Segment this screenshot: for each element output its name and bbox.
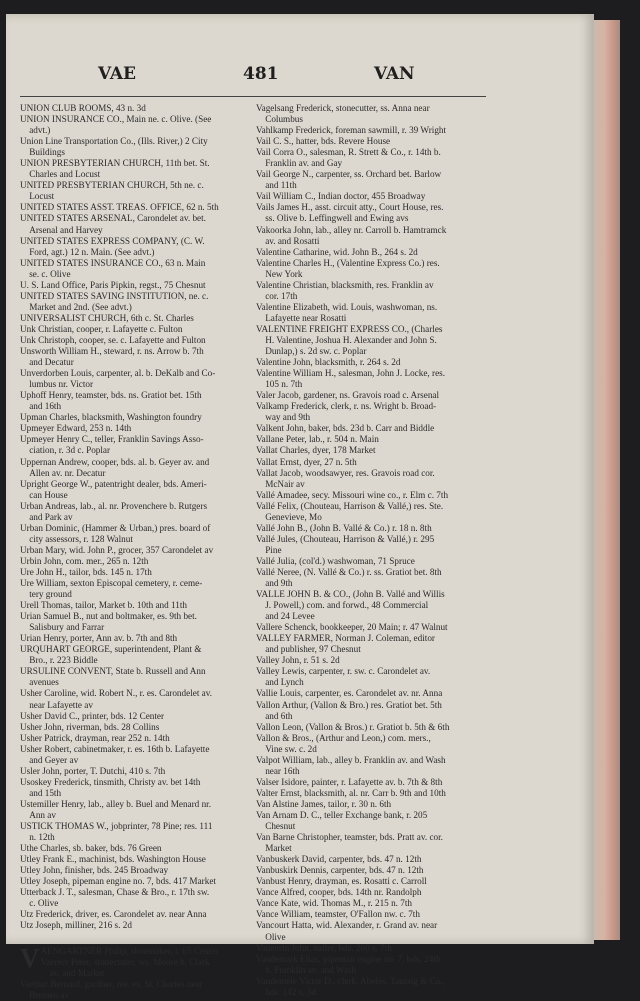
directory-entry-line: Upman Charles, blacksmith, Washington foundry [20, 412, 202, 423]
directory-entry-line: Vallat Charles, dyer, 178 Market [256, 445, 376, 456]
directory-entry-line: Vaneurin John, nailer, bds. 260 s. 7th [256, 942, 392, 953]
directory-entry-line: AENGARTNER Philip, shoemaker, r. 65 Center [40, 945, 219, 956]
page-header [6, 64, 594, 90]
directory-entry-line: Valentine William H., salesman, John J. Locke, res. [256, 368, 446, 379]
directory-entry-line: Usher Patrick, drayman, rear 252 n. 14th [20, 732, 170, 743]
directory-entry-line: Utley John, finisher, bds. 245 Broadway [20, 865, 169, 876]
directory-entry-line: Ure John H., tailor, bds. 145 n. 17th [20, 566, 152, 577]
directory-entry-line: Valentine Catharine, wid. John B., 264 s. 2d [256, 246, 418, 257]
directory-entry-line: URQUHART GEORGE, superintendent, Plant & [20, 644, 202, 655]
directory-entry-line: Locust [20, 191, 55, 202]
directory-entry-line: Vance Kate, wid. Thomas M., r. 215 n. 7th [256, 898, 412, 909]
directory-entry-line: Vallane Peter, lab., r. 504 n. Main [256, 434, 379, 445]
directory-entry-line: ss. Olive b. Leffingwell and Ewing avs [256, 213, 409, 224]
directory-entry-line: 105 n. 7th [256, 379, 303, 390]
directory-entry-line: Vallat Ernst, dyer, 27 n. 5th [256, 456, 357, 467]
directory-entry-line: b. Franklin av. and Wash [256, 964, 357, 975]
directory-entry-line: Salisbury and Farrar [20, 622, 105, 633]
directory-entry-line: and publisher, 97 Chesnut [256, 644, 361, 655]
directory-entry-line: Van Arnam D. C., teller Exchange bank, r. 205 [256, 810, 428, 820]
directory-entry-line: UNITED STATES ASST. TREAS. OFFICE, 62 n. 5th [20, 202, 219, 213]
directory-entry-line: Utz Frederick, driver, es. Carondelet av. near Anna [20, 909, 207, 920]
directory-entry-line: Vallon & Bros., (Arthur and Leon,) com. mers., [256, 732, 431, 743]
directory-entry-line: Vallat Jacob, woodsawyer, res. Gravois road cor. [256, 467, 435, 478]
directory-entry-line: Upmeyer Henry C., teller, Franklin Savings Asso- [20, 434, 204, 445]
directory-entry-line: Van Alstine James, tailor, r. 30 n. 6th [256, 798, 392, 809]
directory-entry-line: way and 9th [256, 412, 311, 423]
directory-entry-line: av. and Rosatti [256, 235, 320, 246]
directory-entry-line: Urban Andreas, lab., al. nr. Provenchere b. Rutgers [20, 500, 208, 511]
directory-entry-line: Columbus [256, 114, 303, 125]
directory-entry-line: Urian Henry, porter, Ann av. b. 7th and 8th [20, 633, 178, 644]
initial-letter-v: V [20, 945, 40, 973]
directory-entry-line: Vallere Schenck, bookkeeper, 20 Main; r. 47 Walnut [256, 622, 448, 633]
header-left-word: VAE [98, 64, 137, 84]
directory-entry-line: Allen av. nr. Decatur [20, 467, 106, 478]
directory-entry-line: Urell Thomas, tailor, Market b. 10th and 11th [20, 600, 188, 611]
directory-entry-line: near Lafayette av [20, 699, 93, 710]
directory-entry-line: Vallé Neree, (N. Vallé & Co.) r. ss. Gratiot bet. 8th [256, 566, 442, 577]
directory-entry-line: Usher David C., printer, bds. 12 Center [20, 710, 165, 721]
directory-entry-line: av. and Market [40, 967, 105, 978]
directory-entry-line: Lafayette near Rosatti [256, 312, 347, 323]
directory-entry-line: n. 12th [20, 832, 55, 843]
directory-entry-line: near 16th [256, 765, 300, 776]
directory-entry-line: UNITED PRESBYTERIAN CHURCH, 5th ne. c. [20, 180, 204, 191]
directory-entry-line: Upright George W., patentright dealer, bds. Ameri- [20, 478, 207, 489]
directory-entry-line: Ford, agt.) 12 n. Main. (See advt.) [20, 246, 155, 257]
directory-entry-line: Ure William, sexton Episcopal cemetery, r. ceme- [20, 578, 203, 589]
directory-entry-line: Vallé Julia, (col'd.) washwoman, 71 Spruce [256, 555, 415, 566]
directory-entry-line: Van Barne Christopher, teamster, bds. Pratt av. cor. [256, 832, 443, 843]
directory-entry-line: Usher Robert, cabinetmaker, r. es. 16th b. Lafayette [20, 743, 210, 754]
page-edge [594, 20, 620, 940]
directory-entry-line: VALLE JOHN B. & CO., (John B. Vallé and Willis [256, 589, 445, 600]
directory-entry-line: UNION INSURANCE CO., Main ne. c. Olive. (See [20, 114, 212, 125]
directory-entry-line: UNITED STATES EXPRESS COMPANY, (C. W. [20, 235, 205, 246]
directory-entry-line: Ann av [20, 810, 56, 820]
directory-entry-line: and Lynch [256, 677, 304, 688]
directory-entry-line: and Park av [20, 511, 73, 522]
directory-entry-line: Valpot William, lab., alley b. Franklin av. and Wash [256, 754, 446, 765]
directory-entry-line: Vaerecr Peter, stonecutter, ws. Moore b. Clark [40, 956, 210, 967]
directory-entry-line: Unsworth William H., steward, r. ns. Arrow b. 7th [20, 346, 204, 357]
directory-entry-line: UNIVERSALIST CHURCH, 6th c. St. Charles [20, 312, 194, 323]
directory-entry-line: Vanbust Henry, drayman, es. Rosatti c. Carroll [256, 876, 427, 887]
directory-entry-line: Genevieve, Mo [256, 511, 322, 522]
directory-entry-line: and 24 Levee [256, 611, 315, 622]
directory-entry-line: Charles and Locust [20, 169, 101, 180]
directory-entry-line: and 11th [256, 180, 297, 191]
directory-entry-line: Arsenal and Harvey [20, 224, 103, 235]
directory-entry-line: Vanbuskerk David, carpenter, bds. 47 n. 12th [256, 854, 422, 865]
directory-entry-line: UNION PRESBYTERIAN CHURCH, 11th bet. St. [20, 158, 210, 169]
directory-entry-line: Usler John, porter, T. Dutchi, 410 s. 7th [20, 765, 166, 776]
directory-entry-line: Vagelsang Frederick, stonecutter, ss. Anna near [256, 103, 430, 113]
directory-entry-line: Vandemele Victor D., clerk, Abeles, Taussig & Co., [256, 975, 446, 986]
directory-entry-line: USTICK THOMAS W., jobprinter, 78 Pine; res. 111 [20, 821, 213, 832]
directory-entry-line: Vaethar Bernard, gardner, res. es. St. Charles near [20, 978, 203, 989]
directory-entry-line: Uppernan Andrew, cooper, bds. al. b. Geyer av. and [20, 456, 210, 467]
directory-entry-line: tery ground [20, 589, 72, 600]
directory-entry-line: Vine sw. c. 2d [256, 743, 317, 754]
directory-entry-line: Vail George N., carpenter, ss. Orchard bet. Barlow [256, 169, 442, 180]
directory-entry-line: Vail Corra O., salesman, R. Strett & Co., r. 14th b. [256, 147, 441, 158]
directory-entry-line: Vandemark Elias, pipeman engine no. 7, bds. 24th [256, 953, 441, 964]
directory-entry-line: lumbus nr. Victor [20, 379, 94, 390]
directory-entry-line: advt.) [20, 125, 51, 136]
directory-entry-line: Vallon Arthur, (Vallon & Bro.) res. Gratiot bet. 5th [256, 699, 442, 710]
directory-entry-line: Dunlap,) s. 2d sw. c. Poplar [256, 346, 367, 357]
directory-entry-line: se. c. Olive [20, 268, 71, 279]
directory-entry-line: Buildings [20, 147, 65, 158]
directory-entry-line: Vancourt Hatta, wid. Alexander, r. Grand av. near [256, 920, 438, 931]
directory-entry-line: Vance William, teamster, O'Fallon nw. c. 7th [256, 909, 420, 920]
directory-entry-line: Unverdorben Louis, carpenter, al. b. DeKalb and Co- [20, 368, 216, 379]
left-column [20, 103, 253, 1001]
directory-entry-line: Vails James H., asst. circuit atty., Court House, res. [256, 202, 444, 213]
page-number: 481 [243, 64, 279, 84]
directory-entry-line: Urban Dominic, (Hammer & Urban,) pres. board of [20, 522, 211, 533]
directory-entry-line: Upmeyer Edward, 253 n. 14th [20, 423, 132, 434]
directory-entry-line: Usher John, riverman, bds. 28 Collins [20, 721, 160, 732]
directory-entry-line: VALENTINE FREIGHT EXPRESS CO., (Charles [256, 323, 443, 334]
directory-entry-line: and Decatur [20, 357, 74, 368]
directory-entry-line: UNION CLUB ROOMS, 43 n. 3d [20, 103, 146, 113]
directory-entry-line: can House [20, 489, 68, 500]
directory-entry-line: Valser Isidore, painter, r. Lafayette av. b. 7th & 8th [256, 776, 443, 787]
directory-entry-line: Valley John, r. 51 s. 2d [256, 655, 340, 666]
right-column [256, 103, 489, 998]
directory-entry-line: Valkent John, baker, bds. 23d b. Carr and Biddle [256, 423, 435, 434]
directory-entry-line: Vail C. S., hatter, bds. Revere House [256, 136, 391, 147]
directory-entry-line: Vallé Felix, (Chouteau, Harrison & Vallé,) res. Ste. [256, 500, 444, 511]
directory-entry-line: Franklin av. and Gay [256, 158, 343, 169]
directory-entry-line: Urbin John, com. mer., 265 n. 12th [20, 555, 149, 566]
directory-entry-line: Bremen av [20, 989, 70, 1000]
directory-entry-line: Utley Frank E., machinist, bds. Washington House [20, 854, 206, 865]
directory-entry-line: UNITED STATES SAVING INSTITUTION, ne. c. [20, 290, 209, 301]
directory-entry-line: and 6th [256, 710, 293, 721]
directory-entry-line: U. S. Land Office, Paris Pipkin, regst., 75 Chesnut [20, 279, 206, 290]
directory-entry-line: city assessors, r. 128 Walnut [20, 533, 133, 544]
directory-entry-line: Vallie Louis, carpenter, es. Carondelet av. nr. Anna [256, 688, 443, 699]
directory-entry-line: Valentine John, blacksmith, r. 264 s. 2d [256, 357, 401, 368]
directory-entry-line: Vahlkamp Frederick, foreman sawmill, r. 39 Wright [256, 125, 447, 136]
directory-entry-line: Utterback J. T., salesman, Chase & Bro., r. 17th sw. [20, 887, 210, 898]
directory-entry-line: Uphoff Henry, teamster, bds. ns. Gratiot bet. 15th [20, 390, 202, 401]
directory-entry-line: Bro., r. 223 Biddle [20, 655, 98, 666]
directory-entry-line: McNair av [256, 478, 305, 489]
directory-entry-line: Market [256, 843, 292, 854]
directory-entry-line: URSULINE CONVENT, State b. Russell and Ann [20, 666, 206, 677]
directory-entry-line: Utley Joseph, pipeman engine no. 7, bds. 417 Market [20, 876, 216, 887]
directory-entry-line: and 16th [20, 401, 62, 412]
directory-entry-line: Unk Christoph, cooper, se. c. Lafayette and Fulton [20, 334, 206, 345]
directory-entry-line: Market and 2nd. (See advt.) [20, 301, 132, 312]
directory-entry-line: Valley Lewis, carpenter, r. sw. c. Carondelet av. [256, 666, 431, 677]
directory-entry-line: cor. 17th [256, 290, 298, 301]
directory-entry-line: Vallon Leon, (Vallon & Bros.) r. Gratiot b. 5th & 6th [256, 721, 450, 732]
directory-entry-line: Usoskey Frederick, tinsmith, Christy av. bet 14th [20, 776, 201, 787]
directory-entry-line: Valentine Elizabeth, wid. Louis, washwoman, ns. [256, 301, 438, 312]
directory-entry-line: Usher Caroline, wid. Robert N., r. es. Carondelet av. [20, 688, 213, 699]
directory-entry-line: Uthe Charles, sb. baker, bds. 76 Green [20, 843, 162, 854]
directory-entry-line: Valentine Charles H., (Valentine Express Co.) res. [256, 257, 440, 268]
directory-entry-line: Urian Samuel B., nut and boltmaker, es. 9th bet. [20, 611, 197, 622]
directory-entry-line: Vanbuskirk Dennis, carpenter, bds. 47 n. 12th [256, 865, 424, 876]
directory-entry-line: bds. 142 s. 3d [256, 986, 316, 997]
directory-entry-line: Valkamp Frederick, clerk, r. ns. Wright b. Broad- [256, 401, 437, 412]
directory-entry-line: Vallé Jules, (Chouteau, Harrison & Vallé,) r. 295 [256, 533, 435, 544]
directory-entry-line: and Geyer av [20, 754, 79, 765]
directory-entry-line: Chesnut [256, 821, 296, 832]
directory-entry-line: Unk Christian, cooper, r. Lafayette c. Fulton [20, 323, 183, 334]
directory-entry-line: Valentine Christian, blacksmith, res. Franklin av [256, 279, 434, 290]
directory-entry-line: H. Valentine, Joshua H. Alexander and John S. [256, 334, 437, 345]
directory-entry-line: and 9th [256, 578, 293, 589]
directory-entry-line: ciation, r. 3d c. Poplar [20, 445, 111, 456]
directory-entry-line: J. Powell,) com. and forwd., 48 Commercial [256, 600, 429, 611]
directory-entry-line: Vance Alfred, cooper, bds. 14th nr. Randolph [256, 887, 422, 898]
directory-entry-line: Union Line Transportation Co., (Ills. River,) 2 City [20, 136, 208, 147]
directory-entry-line: Ustemiller Henry, lab., alley b. Buel and Menard nr. [20, 798, 212, 809]
directory-entry-line: avenues [20, 677, 59, 688]
header-right-word: VAN [374, 64, 415, 84]
directory-entry-line: VALLEY FARMER, Norman J. Coleman, editor [256, 633, 435, 644]
directory-entry-line: Utz Joseph, milliner, 216 s. 2d [20, 920, 132, 931]
directory-entry-line: Pine [256, 544, 282, 555]
directory-entry-line: Vakoorka John, lab., alley nr. Carroll b. Hamtramck [256, 224, 447, 235]
directory-entry-line: Olive [256, 931, 286, 942]
directory-entry-line: Urban Mary, wid. John P., grocer, 357 Carondelet av [20, 544, 214, 555]
directory-entry-line: New York [256, 268, 303, 279]
directory-entry-line: Valer Jacob, gardener, ns. Gravois road c. Arsenal [256, 390, 440, 401]
directory-entry-line: Valter Ernst, blacksmith, al. nr. Carr b. 9th and 10th [256, 787, 446, 798]
directory-entry-line: UNITED STATES INSURANCE CO., 63 n. Main [20, 257, 206, 268]
directory-entry-line: Vallé Amadee, secy. Missouri wine co., r. Elm c. 7th [256, 489, 449, 500]
directory-entry-line: Vallé John B., (John B. Vallé & Co.) r. 18 n. 8th [256, 522, 432, 533]
directory-entry-line: c. Olive [20, 898, 59, 909]
directory-entry-line: and 15th [20, 787, 62, 798]
directory-entry-line: UNITED STATES ARSENAL, Carondelet av. bet. [20, 213, 206, 224]
directory-page [6, 14, 594, 1000]
directory-entry-line: Vail William C., Indian doctor, 455 Broadway [256, 191, 426, 202]
header-rule [20, 96, 486, 97]
v-section [20, 946, 253, 1001]
